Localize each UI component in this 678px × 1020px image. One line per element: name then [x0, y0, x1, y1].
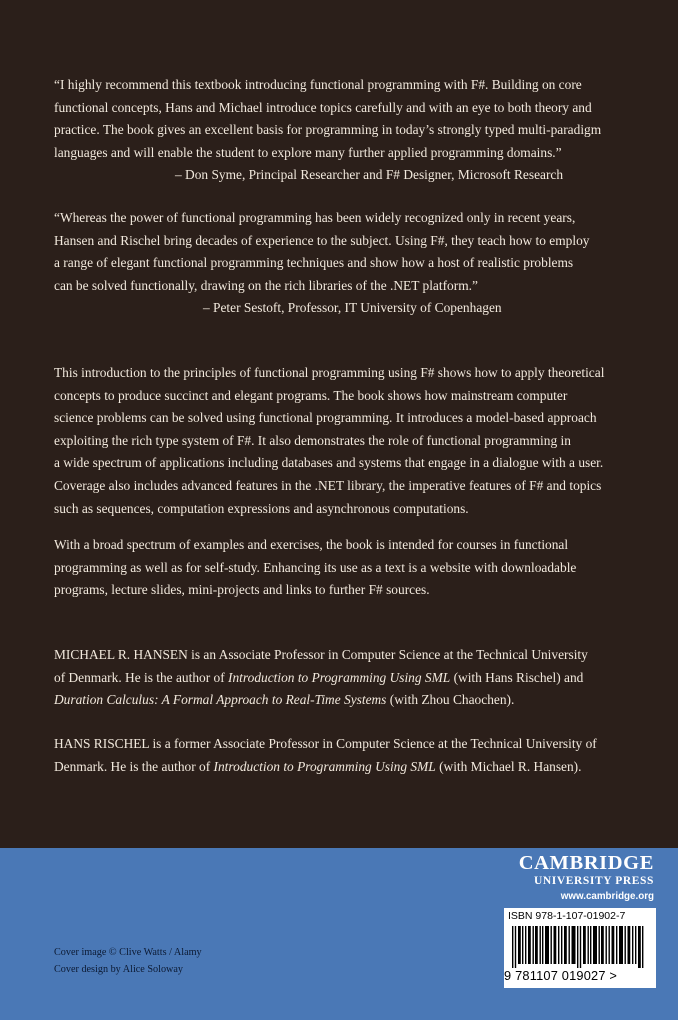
isbn-barcode	[504, 908, 656, 988]
description-line: concepts to produce succinct and elegant programs. The book shows how mainstream computer	[54, 387, 568, 403]
quote-line: practice. The book gives an excellent basis for programming in today’s strongly typed multi-paradigm	[54, 122, 602, 138]
description-paragraph-2	[54, 534, 576, 602]
bio-text: (with Michael R. Hansen).	[435, 758, 582, 774]
publisher-url: www.cambridge.org	[560, 891, 654, 902]
description-line: programming as well as for self-study. Enhancing its use as a text is a website with downloadable	[54, 559, 577, 575]
quote-syme	[54, 74, 601, 164]
cover-design-credit: Cover design by Alice Soloway	[54, 964, 184, 975]
description-line: science problems can be solved using functional programming. It introduces a model-based approach	[54, 410, 597, 426]
quote-line: languages and will enable the student to explore many further applied programming domains.”	[54, 144, 562, 160]
quote-line: Hansen and Rischel bring decades of experience to the subject. Using F#, they teach how to employ	[54, 232, 590, 248]
book-title: Duration Calculus: A Formal Approach to Real-Time Systems	[54, 692, 387, 708]
book-title: Introduction to Programming Using SML	[228, 669, 451, 685]
description-line: a wide spectrum of applications including databases and systems that engage in a dialogue with a user.	[54, 455, 604, 471]
bio-line: HANS RISCHEL is a former Associate Professor in Computer Science at the Technical University of	[54, 736, 597, 751]
bio-text: (with Zhou Chaochen).	[386, 692, 515, 708]
description-line: This introduction to the principles of functional programming using F# shows how to apply theoretical	[54, 365, 605, 380]
description-line: With a broad spectrum of examples and exercises, the book is intended for courses in functional	[54, 537, 569, 552]
quote-line: functional concepts, Hans and Michael introduce topics carefully and with an eye to both theory and	[54, 99, 592, 115]
publisher-logo-sub: UNIVERSITY PRESS	[533, 875, 654, 887]
description-paragraph-1	[54, 362, 604, 520]
description-line: Coverage also includes advanced features in the .NET library, the imperative features of F# and topics	[54, 477, 602, 493]
quote-line: “Whereas the power of functional programming has been widely recognized only in recent years,	[54, 210, 576, 225]
quote-line: can be solved functionally, drawing on the rich libraries of the .NET platform.”	[54, 277, 478, 293]
bio-line: MICHAEL R. HANSEN is an Associate Professor in Computer Science at the Technical University	[54, 647, 588, 662]
bio-line	[54, 667, 588, 690]
bio-line	[54, 756, 597, 779]
bio-line	[54, 689, 588, 712]
author-bio-rischel	[54, 733, 597, 778]
barcode-digits: 9 781107 019027 >	[504, 968, 618, 983]
author-bio-hansen	[54, 644, 588, 712]
quote-syme-attribution: – Don Syme, Principal Researcher and F# Designer, Microsoft Research	[175, 167, 564, 182]
isbn-label: ISBN 978-1-107-01902-7	[508, 910, 626, 922]
quote-sestoft	[54, 207, 589, 297]
publisher-logo-name: CAMBRIDGE	[518, 852, 654, 874]
book-title: Introduction to Programming Using SML	[213, 758, 436, 774]
description-line: exploiting the rich type system of F#. It also demonstrates the role of functional programming in	[54, 432, 571, 448]
barcode-bars	[512, 926, 650, 968]
quote-sestoft-attribution: – Peter Sestoft, Professor, IT University of Copenhagen	[203, 300, 502, 315]
cover-image-credit: Cover image © Clive Watts / Alamy	[54, 947, 202, 958]
bio-text: Denmark. He is the author of	[54, 758, 214, 774]
description-line: programs, lecture slides, mini-projects and links to further F# sources.	[54, 582, 430, 598]
bio-text: (with Hans Rischel) and	[450, 669, 584, 685]
description-line: such as sequences, computation expressions and asynchronous computations.	[54, 500, 469, 516]
quote-line: a range of elegant functional programming techniques and show how a host of realistic problems	[54, 255, 574, 271]
bio-text: of Denmark. He is the author of	[54, 669, 229, 685]
quote-line: “I highly recommend this textbook introducing functional programming with F#. Building on core	[54, 77, 582, 92]
